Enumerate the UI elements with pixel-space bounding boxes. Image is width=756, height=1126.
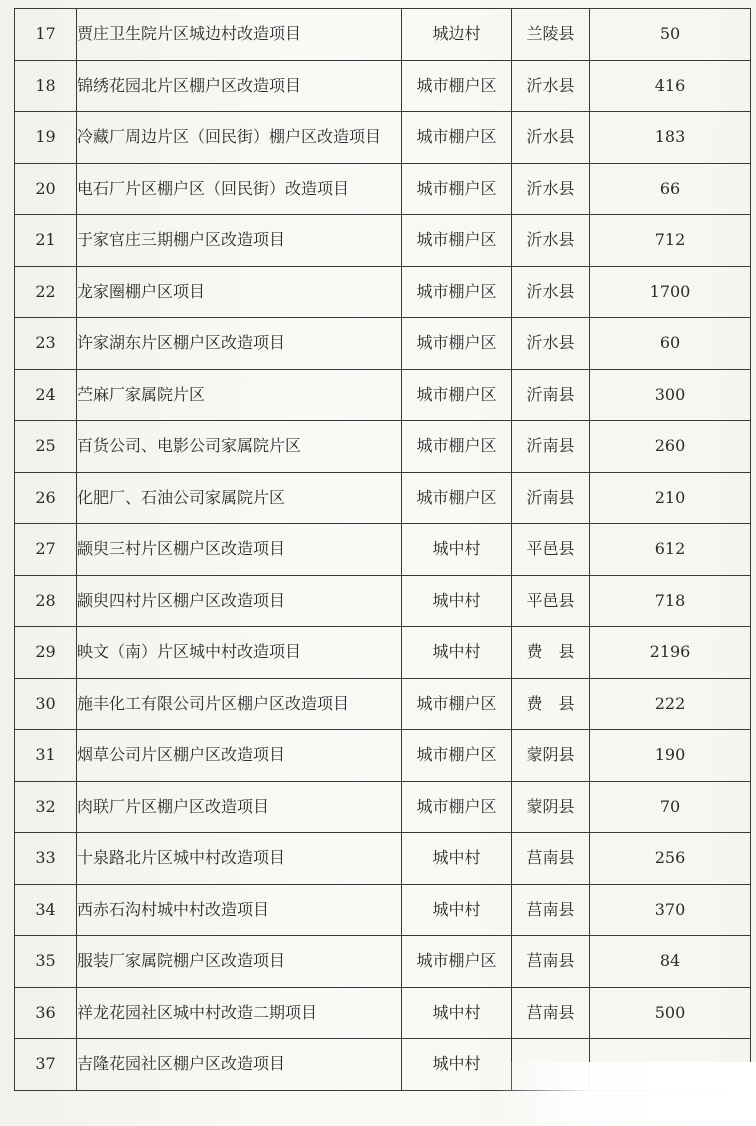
county-name: 莒南县 bbox=[512, 936, 590, 988]
table-row bbox=[15, 421, 751, 473]
project-type: 城中村 bbox=[402, 627, 512, 679]
table-row bbox=[15, 369, 751, 421]
county-name: 沂水县 bbox=[512, 266, 590, 318]
scan-glare bbox=[495, 1062, 756, 1126]
project-name: 烟草公司片区棚户区改造项目 bbox=[77, 730, 402, 782]
table-row bbox=[15, 524, 751, 576]
household-count: 2196 bbox=[590, 627, 751, 679]
project-type: 城市棚户区 bbox=[402, 215, 512, 267]
county-name: 蒙阴县 bbox=[512, 730, 590, 782]
row-number: 29 bbox=[15, 627, 77, 679]
project-type: 城中村 bbox=[402, 1039, 512, 1091]
household-count: 50 bbox=[590, 9, 751, 61]
project-name: 颛臾三村片区棚户区改造项目 bbox=[77, 524, 402, 576]
county-name: 费 县 bbox=[512, 627, 590, 679]
project-type: 城市棚户区 bbox=[402, 163, 512, 215]
project-type: 城市棚户区 bbox=[402, 781, 512, 833]
household-count: 1700 bbox=[590, 266, 751, 318]
project-name: 肉联厂片区棚户区改造项目 bbox=[77, 781, 402, 833]
project-type: 城中村 bbox=[402, 833, 512, 885]
project-name: 颛臾四村片区棚户区改造项目 bbox=[77, 575, 402, 627]
row-number: 22 bbox=[15, 266, 77, 318]
row-number: 18 bbox=[15, 60, 77, 112]
county-name: 沂南县 bbox=[512, 421, 590, 473]
project-type: 城中村 bbox=[402, 575, 512, 627]
table-row bbox=[15, 936, 751, 988]
county-name: 沂南县 bbox=[512, 472, 590, 524]
table-row bbox=[15, 833, 751, 885]
project-type: 城市棚户区 bbox=[402, 112, 512, 164]
row-number: 26 bbox=[15, 472, 77, 524]
project-type: 城市棚户区 bbox=[402, 421, 512, 473]
table-row bbox=[15, 575, 751, 627]
row-number: 20 bbox=[15, 163, 77, 215]
table-row bbox=[15, 730, 751, 782]
row-number: 25 bbox=[15, 421, 77, 473]
row-number: 37 bbox=[15, 1039, 77, 1091]
row-number: 32 bbox=[15, 781, 77, 833]
household-count: 256 bbox=[590, 833, 751, 885]
household-count: 416 bbox=[590, 60, 751, 112]
household-count: 300 bbox=[590, 369, 751, 421]
row-number: 23 bbox=[15, 318, 77, 370]
row-number: 17 bbox=[15, 9, 77, 61]
project-name: 贾庄卫生院片区城边村改造项目 bbox=[77, 9, 402, 61]
project-name: 百货公司、电影公司家属院片区 bbox=[77, 421, 402, 473]
table-row bbox=[15, 318, 751, 370]
table-row bbox=[15, 215, 751, 267]
project-name: 锦绣花园北片区棚户区改造项目 bbox=[77, 60, 402, 112]
row-number: 34 bbox=[15, 884, 77, 936]
project-name: 化肥厂、石油公司家属院片区 bbox=[77, 472, 402, 524]
household-count: 500 bbox=[590, 987, 751, 1039]
household-count: 712 bbox=[590, 215, 751, 267]
project-name: 苎麻厂家属院片区 bbox=[77, 369, 402, 421]
table-row bbox=[15, 678, 751, 730]
project-type: 城市棚户区 bbox=[402, 266, 512, 318]
project-name: 西赤石沟村城中村改造项目 bbox=[77, 884, 402, 936]
row-number: 31 bbox=[15, 730, 77, 782]
household-count: 718 bbox=[590, 575, 751, 627]
project-name: 电石厂片区棚户区（回民街）改造项目 bbox=[77, 163, 402, 215]
project-type: 城市棚户区 bbox=[402, 472, 512, 524]
table-row bbox=[15, 266, 751, 318]
table-row bbox=[15, 9, 751, 61]
table-row bbox=[15, 884, 751, 936]
row-number: 27 bbox=[15, 524, 77, 576]
project-type: 城市棚户区 bbox=[402, 369, 512, 421]
household-count: 370 bbox=[590, 884, 751, 936]
county-name: 费 县 bbox=[512, 678, 590, 730]
row-number: 28 bbox=[15, 575, 77, 627]
project-type: 城中村 bbox=[402, 524, 512, 576]
county-name: 蒙阴县 bbox=[512, 781, 590, 833]
project-name: 祥龙花园社区城中村改造二期项目 bbox=[77, 987, 402, 1039]
household-count: 222 bbox=[590, 678, 751, 730]
table-row bbox=[15, 987, 751, 1039]
project-type: 城边村 bbox=[402, 9, 512, 61]
county-name: 莒南县 bbox=[512, 833, 590, 885]
project-name: 冷藏厂周边片区（回民街）棚户区改造项目 bbox=[77, 112, 402, 164]
household-count: 70 bbox=[590, 781, 751, 833]
project-type: 城中村 bbox=[402, 987, 512, 1039]
row-number: 33 bbox=[15, 833, 77, 885]
county-name: 兰陵县 bbox=[512, 9, 590, 61]
household-count: 190 bbox=[590, 730, 751, 782]
household-count: 183 bbox=[590, 112, 751, 164]
county-name: 莒南县 bbox=[512, 987, 590, 1039]
table-row bbox=[15, 472, 751, 524]
county-name: 莒南县 bbox=[512, 884, 590, 936]
project-name: 吉隆花园社区棚户区改造项目 bbox=[77, 1039, 402, 1091]
county-name: 沂水县 bbox=[512, 215, 590, 267]
project-name: 十泉路北片区城中村改造项目 bbox=[77, 833, 402, 885]
project-name: 映文（南）片区城中村改造项目 bbox=[77, 627, 402, 679]
table-row bbox=[15, 627, 751, 679]
project-table-body bbox=[15, 9, 751, 1091]
row-number: 24 bbox=[15, 369, 77, 421]
project-type: 城市棚户区 bbox=[402, 730, 512, 782]
row-number: 30 bbox=[15, 678, 77, 730]
project-type: 城市棚户区 bbox=[402, 936, 512, 988]
county-name: 沂水县 bbox=[512, 318, 590, 370]
county-name: 沂水县 bbox=[512, 112, 590, 164]
table-row bbox=[15, 60, 751, 112]
row-number: 36 bbox=[15, 987, 77, 1039]
project-table bbox=[14, 8, 751, 1091]
project-name: 于家官庄三期棚户区改造项目 bbox=[77, 215, 402, 267]
table-row bbox=[15, 112, 751, 164]
county-name: 平邑县 bbox=[512, 524, 590, 576]
table-row bbox=[15, 163, 751, 215]
household-count: 66 bbox=[590, 163, 751, 215]
household-count: 84 bbox=[590, 936, 751, 988]
row-number: 19 bbox=[15, 112, 77, 164]
row-number: 35 bbox=[15, 936, 77, 988]
household-count: 60 bbox=[590, 318, 751, 370]
county-name: 沂南县 bbox=[512, 369, 590, 421]
county-name: 沂水县 bbox=[512, 163, 590, 215]
row-number: 21 bbox=[15, 215, 77, 267]
household-count: 260 bbox=[590, 421, 751, 473]
project-type: 城市棚户区 bbox=[402, 60, 512, 112]
project-name: 龙家圈棚户区项目 bbox=[77, 266, 402, 318]
project-type: 城市棚户区 bbox=[402, 678, 512, 730]
project-type: 城市棚户区 bbox=[402, 318, 512, 370]
county-name: 沂水县 bbox=[512, 60, 590, 112]
project-type: 城中村 bbox=[402, 884, 512, 936]
project-name: 施丰化工有限公司片区棚户区改造项目 bbox=[77, 678, 402, 730]
project-name: 许家湖东片区棚户区改造项目 bbox=[77, 318, 402, 370]
project-name: 服装厂家属院棚户区改造项目 bbox=[77, 936, 402, 988]
household-count: 210 bbox=[590, 472, 751, 524]
table-row bbox=[15, 781, 751, 833]
household-count: 612 bbox=[590, 524, 751, 576]
county-name: 平邑县 bbox=[512, 575, 590, 627]
